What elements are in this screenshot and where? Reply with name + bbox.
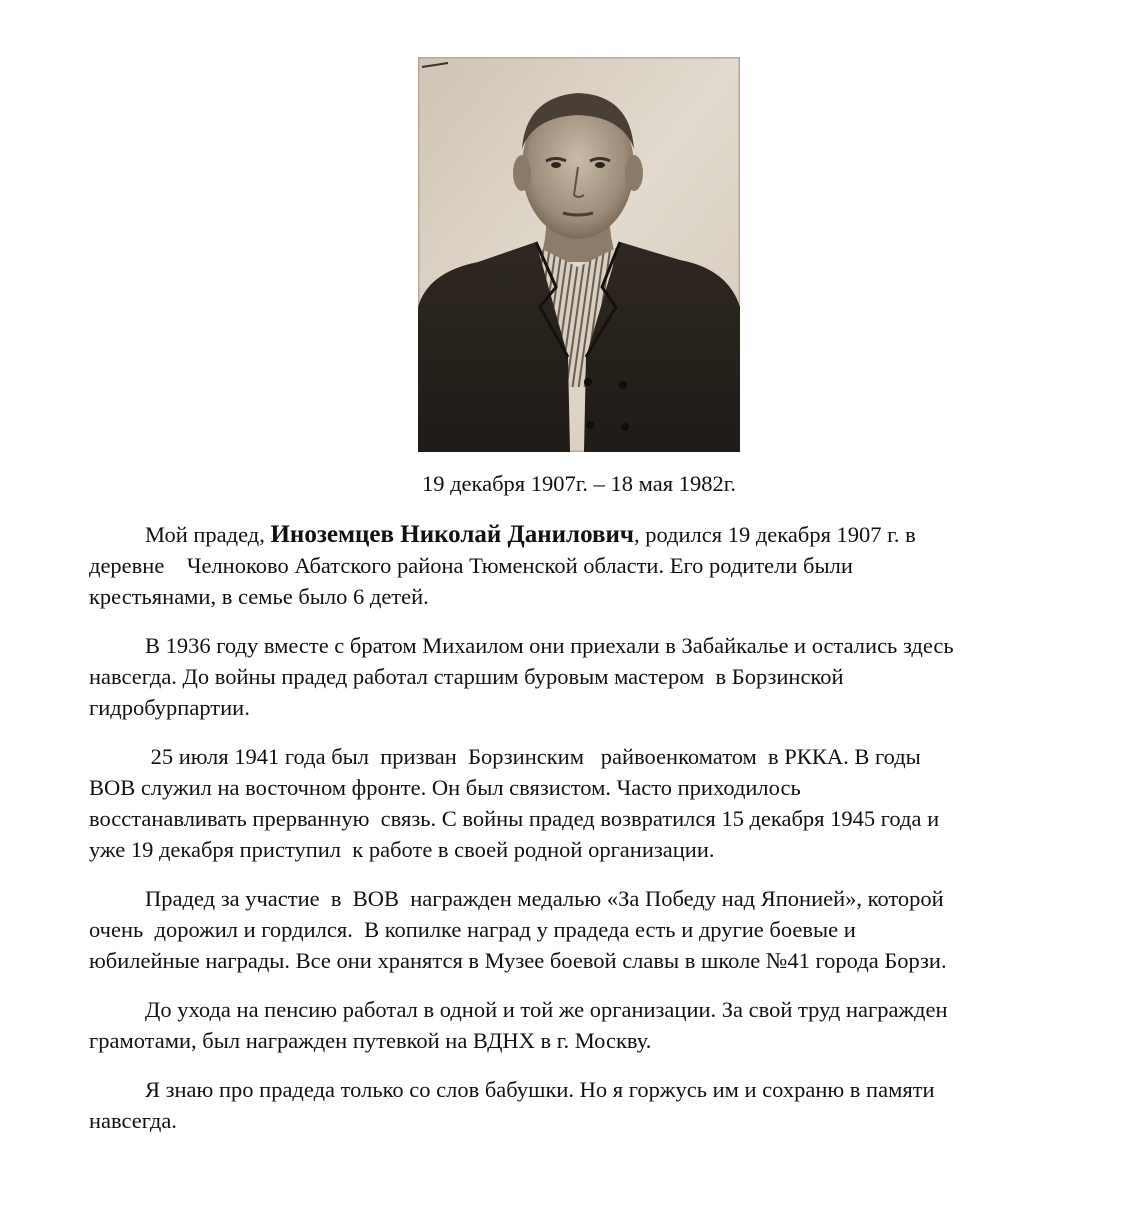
paragraph-3: [89, 741, 1055, 865]
text-line: уже 19 декабря приступил к работе в своей родной организации.: [89, 837, 715, 862]
text-line: крестьянами, в семье было 6 детей.: [89, 584, 429, 609]
text-line: очень дорожил и гордился. В копилке наград у прадеда есть и другие боевые и: [89, 917, 856, 942]
paragraph-1: [89, 519, 1055, 612]
text-line: В 1936 году вместе с братом Михаилом они приехали в Забайкалье и остались здесь: [145, 633, 954, 658]
text-line: деревне Челноково Абатского района Тюменской области. Его родители были: [89, 553, 853, 578]
text-line: грамотами, был награжден путевкой на ВДНХ в г. Москву.: [89, 1028, 652, 1053]
life-dates: 19 декабря 1907г. – 18 мая 1982г.: [421, 471, 737, 496]
paragraph-2: [89, 630, 1055, 723]
text-line: ВОВ служил на восточном фронте. Он был связистом. Часто приходилось: [89, 775, 801, 800]
portrait-photo: [418, 57, 740, 452]
text-line: гидробурпартии.: [89, 695, 250, 720]
person-name: Иноземцев Николай Данилович: [270, 521, 634, 548]
paragraph-5: [89, 994, 1055, 1056]
paragraph-4: [89, 883, 1055, 976]
paragraph-6: [89, 1074, 1055, 1136]
text-line: юбилейные награды. Все они хранятся в Музее боевой славы в школе №41 города Борзи.: [89, 948, 947, 973]
text-line: Мой прадед, Иноземцев Николай Данилович, родился 19 декабря 1907 г. в: [145, 521, 916, 548]
text-line: восстанавливать прерванную связь. С войны прадед возвратился 15 декабря 1945 года и: [89, 806, 940, 831]
text-line: До ухода на пенсию работал в одной и той же организации. За свой труд награжден: [145, 997, 948, 1022]
text-line: 25 июля 1941 года был призван Борзинским райвоенкоматом в РККА. В годы: [145, 744, 921, 769]
text-line: Я знаю про прадеда только со слов бабушки. Но я горжусь им и сохраню в памяти: [145, 1077, 935, 1102]
text-line: навсегда.: [89, 1108, 177, 1133]
text-line: Прадед за участие в ВОВ награжден медалью «За Победу над Японией», которой: [145, 886, 944, 911]
biography-text: [89, 519, 1055, 1154]
text-line: навсегда. До войны прадед работал старшим буровым мастером в Борзинской: [89, 664, 844, 689]
